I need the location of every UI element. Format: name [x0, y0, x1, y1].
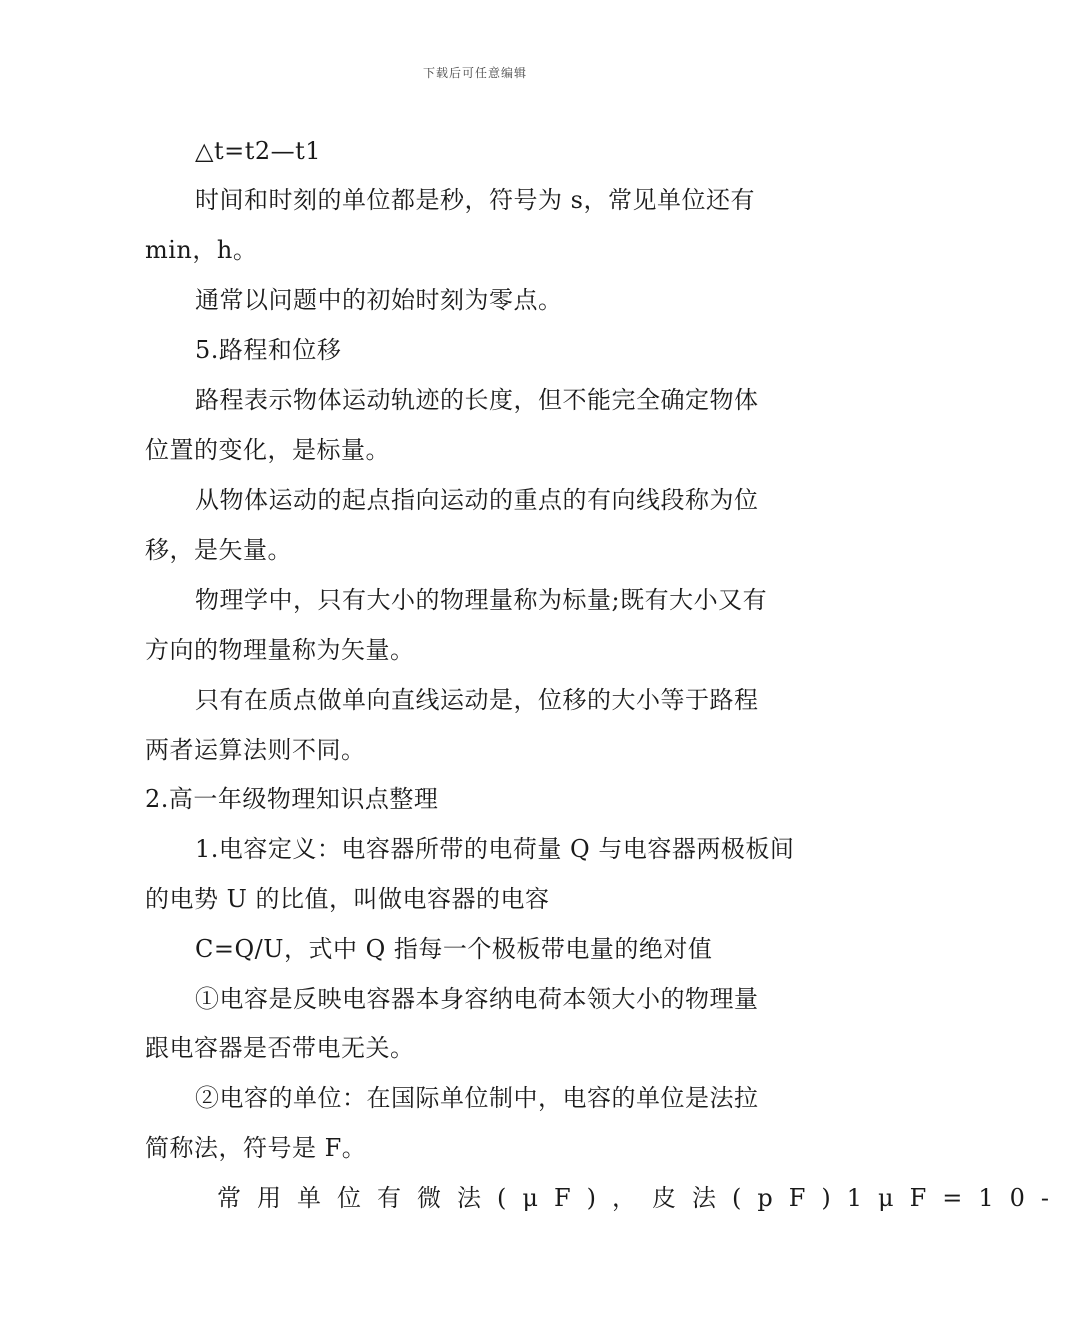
text-line: 通常以问题中的初始时刻为零点。	[195, 286, 563, 314]
page-header-note: 下载后可任意编辑	[422, 66, 527, 80]
text-line: 位置的变化，是标量。	[145, 436, 390, 464]
section-heading: 2.高一年级物理知识点整理	[145, 785, 439, 813]
text-line: ①电容是反映电容器本身容纳电荷本领大小的物理量	[195, 985, 759, 1013]
text-line: 常用单位有微法(μF)，皮法(pF)1μF=10-	[217, 1184, 1065, 1212]
text-line: 简称法，符号是 F。	[145, 1134, 367, 1162]
text-line: 移，是矢量。	[145, 536, 292, 564]
text-line: 时间和时刻的单位都是秒，符号为 s，常见单位还有	[195, 186, 755, 214]
text-line: 跟电容器是否带电无关。	[145, 1034, 415, 1062]
text-line: 1.电容定义：电容器所带的电荷量 Q 与电容器两极板间	[195, 835, 795, 863]
formula-line: C=Q/U，式中 Q 指每一个极板带电量的绝对值	[195, 935, 713, 963]
section-heading: 5.路程和位移	[195, 336, 342, 364]
text-line: 的电势 U 的比值，叫做电容器的电容	[145, 885, 550, 913]
text-line: 路程表示物体运动轨迹的长度，但不能完全确定物体	[195, 386, 759, 414]
text-line: 两者运算法则不同。	[145, 736, 366, 764]
text-line: ②电容的单位：在国际单位制中，电容的单位是法拉	[195, 1084, 759, 1112]
text-line: 物理学中，只有大小的物理量称为标量;既有大小又有	[195, 586, 768, 614]
text-line: min，h。	[145, 236, 258, 264]
text-line: △t=t2—t1	[195, 137, 322, 165]
text-line: 方向的物理量称为矢量。	[145, 636, 415, 664]
text-line: 从物体运动的起点指向运动的重点的有向线段称为位	[195, 486, 759, 514]
text-line: 只有在质点做单向直线运动是，位移的大小等于路程	[195, 686, 759, 714]
